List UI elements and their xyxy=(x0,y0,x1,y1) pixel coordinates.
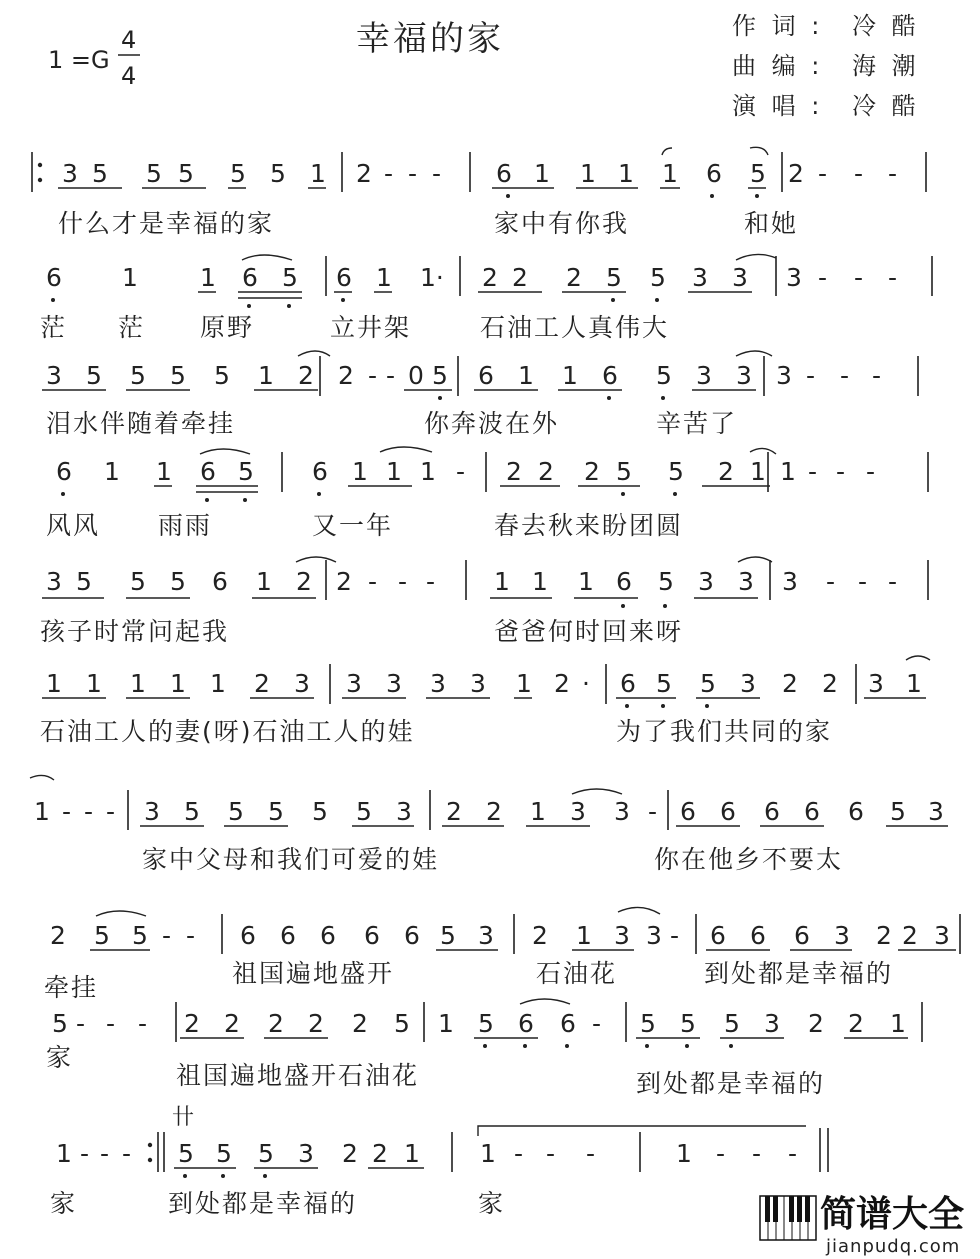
segno-mark: 卄 xyxy=(172,1105,195,1130)
lyrics-line-5-a: 孩子时常问起我 xyxy=(40,617,230,646)
svg-text:5: 5 xyxy=(170,361,186,390)
lyrics-line-4-b: 雨雨 xyxy=(158,511,213,540)
svg-text:6: 6 xyxy=(320,921,336,950)
lyrics-line-4-c: 又一年 xyxy=(312,511,394,540)
svg-text:2: 2 xyxy=(788,159,804,188)
svg-text:-: - xyxy=(384,159,394,188)
watermark-brand: 简谱大全 xyxy=(820,1194,965,1235)
svg-text:5: 5 xyxy=(270,159,286,188)
svg-text:-: - xyxy=(76,1009,86,1038)
svg-text:3: 3 xyxy=(478,921,494,950)
svg-text:6: 6 xyxy=(56,457,72,486)
lyrics-line-3-a: 泪水伴随着牵挂 xyxy=(46,409,236,438)
svg-text:1: 1 xyxy=(516,669,532,698)
watermark-logo xyxy=(760,1194,964,1257)
svg-text:6: 6 xyxy=(280,921,296,950)
svg-text:3: 3 xyxy=(396,797,412,826)
lyrics-line-1-a: 什么才是幸福的家 xyxy=(58,209,275,238)
lyrics-line-2-a: 茫 xyxy=(40,313,68,342)
svg-text:1: 1 xyxy=(256,567,272,596)
lyrics-line-8-a: 牵挂 xyxy=(44,973,99,1002)
svg-text:1: 1 xyxy=(404,1139,420,1168)
lyrics-line-7-b: 你在他乡不要太 xyxy=(654,845,844,874)
svg-text:6: 6 xyxy=(560,1009,576,1038)
svg-text:3: 3 xyxy=(740,669,756,698)
lyrics-line-9-a: 家 xyxy=(46,1043,74,1072)
svg-text:-: - xyxy=(872,361,882,390)
svg-text:-: - xyxy=(368,567,378,596)
piano-keys-icon xyxy=(760,1196,816,1240)
notes-line-9 xyxy=(52,1009,906,1038)
svg-text:1: 1 xyxy=(156,457,172,486)
svg-text:3: 3 xyxy=(646,921,662,950)
svg-text:2: 2 xyxy=(506,457,522,486)
svg-text:3: 3 xyxy=(834,921,850,950)
svg-text:1: 1 xyxy=(530,797,546,826)
notes-line-2 xyxy=(46,263,897,292)
svg-text:2: 2 xyxy=(356,159,372,188)
svg-text:1: 1 xyxy=(200,263,216,292)
svg-text:5: 5 xyxy=(216,1139,232,1168)
svg-text:5: 5 xyxy=(86,361,102,390)
svg-text:-: - xyxy=(514,1139,524,1168)
svg-text:3: 3 xyxy=(294,669,310,698)
svg-text:5: 5 xyxy=(616,457,632,486)
lyrics-line-2-b: 茫 xyxy=(118,313,146,342)
svg-text:3: 3 xyxy=(298,1139,314,1168)
svg-text:1: 1 xyxy=(420,457,436,486)
svg-text:1: 1 xyxy=(662,159,678,188)
svg-text:5: 5 xyxy=(394,1009,410,1038)
svg-text:5: 5 xyxy=(132,921,148,950)
svg-text:6: 6 xyxy=(404,921,420,950)
svg-text:2: 2 xyxy=(336,567,352,596)
svg-text:5: 5 xyxy=(724,1009,740,1038)
svg-text:6: 6 xyxy=(478,361,494,390)
svg-text:-: - xyxy=(586,1139,596,1168)
svg-text:-: - xyxy=(186,921,196,950)
svg-text:2: 2 xyxy=(486,797,502,826)
svg-text:5: 5 xyxy=(268,797,284,826)
svg-text:1: 1 xyxy=(562,361,578,390)
svg-text:6: 6 xyxy=(616,567,632,596)
svg-text:1: 1 xyxy=(386,457,402,486)
score-line-7 xyxy=(30,775,948,874)
svg-text:1: 1 xyxy=(578,567,594,596)
svg-text:-: - xyxy=(368,361,378,390)
svg-text:1: 1 xyxy=(258,361,274,390)
svg-text:-: - xyxy=(546,1139,556,1168)
credit-role-music: 曲 编 : xyxy=(732,52,824,80)
svg-text:2: 2 xyxy=(848,1009,864,1038)
svg-text:-: - xyxy=(854,159,864,188)
svg-text:5: 5 xyxy=(76,567,92,596)
svg-text:6: 6 xyxy=(242,263,258,292)
svg-text:3: 3 xyxy=(570,797,586,826)
svg-text:1: 1 xyxy=(750,457,766,486)
svg-text:-: - xyxy=(456,457,466,486)
svg-text:6: 6 xyxy=(312,457,328,486)
svg-text:-: - xyxy=(162,921,172,950)
svg-text:3: 3 xyxy=(736,361,752,390)
notes-line-10 xyxy=(56,1139,797,1168)
svg-text:1: 1 xyxy=(618,159,634,188)
svg-text:5: 5 xyxy=(178,159,194,188)
svg-text:6: 6 xyxy=(764,797,780,826)
svg-text:1: 1 xyxy=(580,159,596,188)
svg-text:-: - xyxy=(858,567,868,596)
svg-text:6: 6 xyxy=(710,921,726,950)
svg-text:1: 1 xyxy=(310,159,326,188)
lyrics-line-8-d: 到处都是幸福的 xyxy=(704,959,894,988)
svg-text:-: - xyxy=(100,1139,110,1168)
svg-text:5: 5 xyxy=(650,263,666,292)
svg-text:2: 2 xyxy=(268,1009,284,1038)
svg-text:1: 1 xyxy=(480,1139,496,1168)
svg-text:1·: 1· xyxy=(420,263,444,292)
svg-text:3: 3 xyxy=(144,797,160,826)
svg-text:2: 2 xyxy=(512,263,528,292)
lyrics-line-1-b: 家中有你我 xyxy=(494,209,630,238)
svg-text:1: 1 xyxy=(170,669,186,698)
svg-text:3: 3 xyxy=(430,669,446,698)
svg-text:1: 1 xyxy=(534,159,550,188)
svg-text:2: 2 xyxy=(822,669,838,698)
song-title: 幸福的家 xyxy=(356,19,504,59)
svg-text:6: 6 xyxy=(706,159,722,188)
svg-text:-: - xyxy=(826,567,836,596)
score-line-5 xyxy=(40,557,928,646)
svg-text:5: 5 xyxy=(668,457,684,486)
svg-text:1: 1 xyxy=(104,457,120,486)
svg-text:-: - xyxy=(426,567,436,596)
lyrics-line-6-b: 为了我们共同的家 xyxy=(616,717,833,746)
svg-text:-: - xyxy=(840,361,850,390)
lyrics-line-9-c: 到处都是幸福的 xyxy=(636,1069,826,1098)
svg-text:-: - xyxy=(106,1009,116,1038)
svg-text:6: 6 xyxy=(848,797,864,826)
svg-text:5: 5 xyxy=(356,797,372,826)
svg-text:6: 6 xyxy=(620,669,636,698)
svg-text:-: - xyxy=(408,159,418,188)
score-line-2 xyxy=(40,254,932,342)
score-line-4 xyxy=(46,447,928,540)
svg-text:1: 1 xyxy=(130,669,146,698)
svg-text:5: 5 xyxy=(52,1009,68,1038)
svg-text:1: 1 xyxy=(46,669,62,698)
svg-text:2: 2 xyxy=(50,921,66,950)
svg-text:6: 6 xyxy=(750,921,766,950)
svg-text:5: 5 xyxy=(130,567,146,596)
svg-text:-: - xyxy=(888,263,898,292)
svg-text:6: 6 xyxy=(794,921,810,950)
svg-text:2: 2 xyxy=(482,263,498,292)
svg-text:3: 3 xyxy=(46,567,62,596)
svg-text:5: 5 xyxy=(170,567,186,596)
svg-text:3: 3 xyxy=(346,669,362,698)
lyrics-line-10-a: 家 xyxy=(50,1189,78,1218)
svg-text:1: 1 xyxy=(518,361,534,390)
svg-text:6: 6 xyxy=(804,797,820,826)
notes-line-6 xyxy=(46,669,922,698)
svg-text:2: 2 xyxy=(718,457,734,486)
svg-text:6: 6 xyxy=(200,457,216,486)
svg-text:5: 5 xyxy=(282,263,298,292)
svg-text:3: 3 xyxy=(782,567,798,596)
svg-text:2: 2 xyxy=(538,457,554,486)
svg-text:-: - xyxy=(806,361,816,390)
svg-text:3: 3 xyxy=(698,567,714,596)
lyrics-line-5-b: 爸爸何时回来呀 xyxy=(494,617,684,646)
svg-text:-: - xyxy=(84,797,94,826)
svg-text:3: 3 xyxy=(696,361,712,390)
svg-text:5: 5 xyxy=(640,1009,656,1038)
svg-text:3: 3 xyxy=(764,1009,780,1038)
svg-text:1: 1 xyxy=(352,457,368,486)
notes-line-7 xyxy=(34,797,944,826)
svg-text:-: - xyxy=(716,1139,726,1168)
svg-text:6: 6 xyxy=(46,263,62,292)
svg-text:5: 5 xyxy=(238,457,254,486)
svg-text:-: - xyxy=(648,797,658,826)
svg-text:-: - xyxy=(836,457,846,486)
svg-text:2: 2 xyxy=(184,1009,200,1038)
svg-text:1: 1 xyxy=(56,1139,72,1168)
svg-text:5: 5 xyxy=(606,263,622,292)
score-line-6 xyxy=(40,656,930,746)
svg-text:-: - xyxy=(138,1009,148,1038)
svg-text:2: 2 xyxy=(876,921,892,950)
svg-text:-: - xyxy=(752,1139,762,1168)
lyrics-line-2-e: 石油工人真伟大 xyxy=(480,313,670,342)
svg-text:-: - xyxy=(432,159,442,188)
svg-text:2: 2 xyxy=(808,1009,824,1038)
svg-text:5: 5 xyxy=(258,1139,274,1168)
svg-text:5: 5 xyxy=(680,1009,696,1038)
svg-text:2: 2 xyxy=(554,669,570,698)
svg-text:-: - xyxy=(122,1139,132,1168)
lyrics-line-10-b: 到处都是幸福的 xyxy=(168,1189,358,1218)
svg-text:2: 2 xyxy=(372,1139,388,1168)
svg-text:-: - xyxy=(80,1139,90,1168)
svg-text:1: 1 xyxy=(376,263,392,292)
score-line-3 xyxy=(42,351,918,438)
watermark-url: jianpudq.com xyxy=(826,1236,961,1257)
svg-text:5: 5 xyxy=(440,921,456,950)
lyrics-line-6-a: 石油工人的妻(呀)石油工人的娃 xyxy=(40,717,415,746)
lyrics-line-2-c: 原野 xyxy=(200,313,255,342)
credit-role-singer: 演 唱 : xyxy=(732,92,824,120)
svg-text:6: 6 xyxy=(240,921,256,950)
svg-text:6: 6 xyxy=(364,921,380,950)
credit-role-lyrics: 作 词 : xyxy=(732,12,824,40)
svg-text:3: 3 xyxy=(928,797,944,826)
svg-text:2: 2 xyxy=(782,669,798,698)
svg-text:-: - xyxy=(818,159,828,188)
svg-text:2: 2 xyxy=(296,567,312,596)
svg-text:2: 2 xyxy=(308,1009,324,1038)
svg-text:2: 2 xyxy=(338,361,354,390)
svg-text:1: 1 xyxy=(210,669,226,698)
svg-text:2: 2 xyxy=(352,1009,368,1038)
svg-text:5: 5 xyxy=(658,567,674,596)
svg-text:5: 5 xyxy=(214,361,230,390)
lyrics-line-2-d: 立井架 xyxy=(330,313,412,342)
score-line-1 xyxy=(32,147,926,238)
svg-text:1: 1 xyxy=(86,669,102,698)
svg-text:6: 6 xyxy=(680,797,696,826)
lyrics-line-8-c: 石油花 xyxy=(536,959,618,988)
svg-text:3: 3 xyxy=(732,263,748,292)
svg-text:3: 3 xyxy=(786,263,802,292)
svg-text:6: 6 xyxy=(212,567,228,596)
svg-text:5: 5 xyxy=(178,1139,194,1168)
lyrics-line-9-b: 祖国遍地盛开石油花 xyxy=(176,1061,420,1090)
key-signature: 1 =G xyxy=(48,46,110,74)
svg-text:3: 3 xyxy=(46,361,62,390)
notes-line-8 xyxy=(50,921,950,950)
svg-text:-: - xyxy=(866,457,876,486)
svg-text:5: 5 xyxy=(146,159,162,188)
svg-text:3: 3 xyxy=(776,361,792,390)
lyrics-line-3-b: 你奔波在外 xyxy=(424,409,560,438)
svg-text:-: - xyxy=(106,797,116,826)
svg-text:3: 3 xyxy=(62,159,78,188)
score-line-10 xyxy=(50,1105,828,1218)
svg-text:3: 3 xyxy=(692,263,708,292)
svg-text:3: 3 xyxy=(868,669,884,698)
svg-text:1: 1 xyxy=(890,1009,906,1038)
svg-text:2: 2 xyxy=(224,1009,240,1038)
svg-text:3: 3 xyxy=(614,797,630,826)
svg-text:6: 6 xyxy=(496,159,512,188)
svg-text:-: - xyxy=(818,263,828,292)
notes-line-3 xyxy=(46,361,881,390)
credit-name-lyrics: 冷 酷 xyxy=(852,12,920,40)
svg-text:-: - xyxy=(854,263,864,292)
score-line-9 xyxy=(46,999,922,1098)
svg-text:-: - xyxy=(808,457,818,486)
svg-text:5: 5 xyxy=(312,797,328,826)
svg-text:5: 5 xyxy=(656,361,672,390)
svg-text:1: 1 xyxy=(780,457,796,486)
svg-text:3: 3 xyxy=(934,921,950,950)
lyrics-line-7-a: 家中父母和我们可爱的娃 xyxy=(142,845,440,874)
svg-text:5: 5 xyxy=(228,797,244,826)
svg-text:·: · xyxy=(582,669,590,698)
svg-text:3: 3 xyxy=(738,567,754,596)
svg-text:2: 2 xyxy=(584,457,600,486)
score-line-8 xyxy=(44,907,960,1002)
svg-text:5: 5 xyxy=(94,921,110,950)
notes-line-4 xyxy=(56,457,875,486)
svg-text:-: - xyxy=(888,567,898,596)
svg-text:5: 5 xyxy=(750,159,766,188)
svg-text:5: 5 xyxy=(700,669,716,698)
svg-text:5: 5 xyxy=(184,797,200,826)
svg-text:2: 2 xyxy=(532,921,548,950)
svg-text:5: 5 xyxy=(890,797,906,826)
svg-text:5: 5 xyxy=(656,669,672,698)
lyrics-line-3-c: 辛苦了 xyxy=(656,409,738,438)
svg-text:1: 1 xyxy=(532,567,548,596)
svg-text:1: 1 xyxy=(34,797,50,826)
svg-text:5: 5 xyxy=(478,1009,494,1038)
lyrics-line-10-c: 家 xyxy=(478,1189,506,1218)
credit-name-singer: 冷 酷 xyxy=(852,92,920,120)
svg-text:1: 1 xyxy=(576,921,592,950)
svg-text:3: 3 xyxy=(614,921,630,950)
svg-text:-: - xyxy=(788,1139,798,1168)
svg-text:2: 2 xyxy=(298,361,314,390)
svg-text:2: 2 xyxy=(342,1139,358,1168)
svg-text:-: - xyxy=(386,361,396,390)
lyrics-line-8-b: 祖国遍地盛开 xyxy=(232,959,395,988)
svg-text:-: - xyxy=(62,797,72,826)
svg-text:5: 5 xyxy=(230,159,246,188)
svg-text:6: 6 xyxy=(602,361,618,390)
svg-text:1: 1 xyxy=(906,669,922,698)
svg-text:2: 2 xyxy=(254,669,270,698)
svg-text:6: 6 xyxy=(518,1009,534,1038)
time-signature-top: 4 xyxy=(121,26,137,54)
svg-text:-: - xyxy=(888,159,898,188)
svg-text:0: 0 xyxy=(408,361,424,390)
svg-text:1: 1 xyxy=(494,567,510,596)
svg-text:-: - xyxy=(670,921,680,950)
svg-text:6: 6 xyxy=(336,263,352,292)
svg-text:5: 5 xyxy=(130,361,146,390)
time-signature-bottom: 4 xyxy=(121,62,137,90)
svg-text:5: 5 xyxy=(92,159,108,188)
svg-text:2: 2 xyxy=(566,263,582,292)
lyrics-line-4-a: 风风 xyxy=(46,511,101,540)
svg-text:2: 2 xyxy=(902,921,918,950)
svg-text:6: 6 xyxy=(720,797,736,826)
svg-text:5: 5 xyxy=(432,361,448,390)
svg-text:1: 1 xyxy=(122,263,138,292)
notes-line-1 xyxy=(62,159,897,188)
svg-text:2: 2 xyxy=(446,797,462,826)
svg-text:3: 3 xyxy=(470,669,486,698)
svg-text:-: - xyxy=(398,567,408,596)
credit-name-music: 海 潮 xyxy=(852,52,920,80)
svg-text:1: 1 xyxy=(438,1009,454,1038)
svg-text:3: 3 xyxy=(386,669,402,698)
svg-text:1: 1 xyxy=(676,1139,692,1168)
lyrics-line-4-d: 春去秋来盼团圆 xyxy=(494,511,684,540)
svg-text:-: - xyxy=(592,1009,602,1038)
lyrics-line-1-c: 和她 xyxy=(744,209,799,238)
